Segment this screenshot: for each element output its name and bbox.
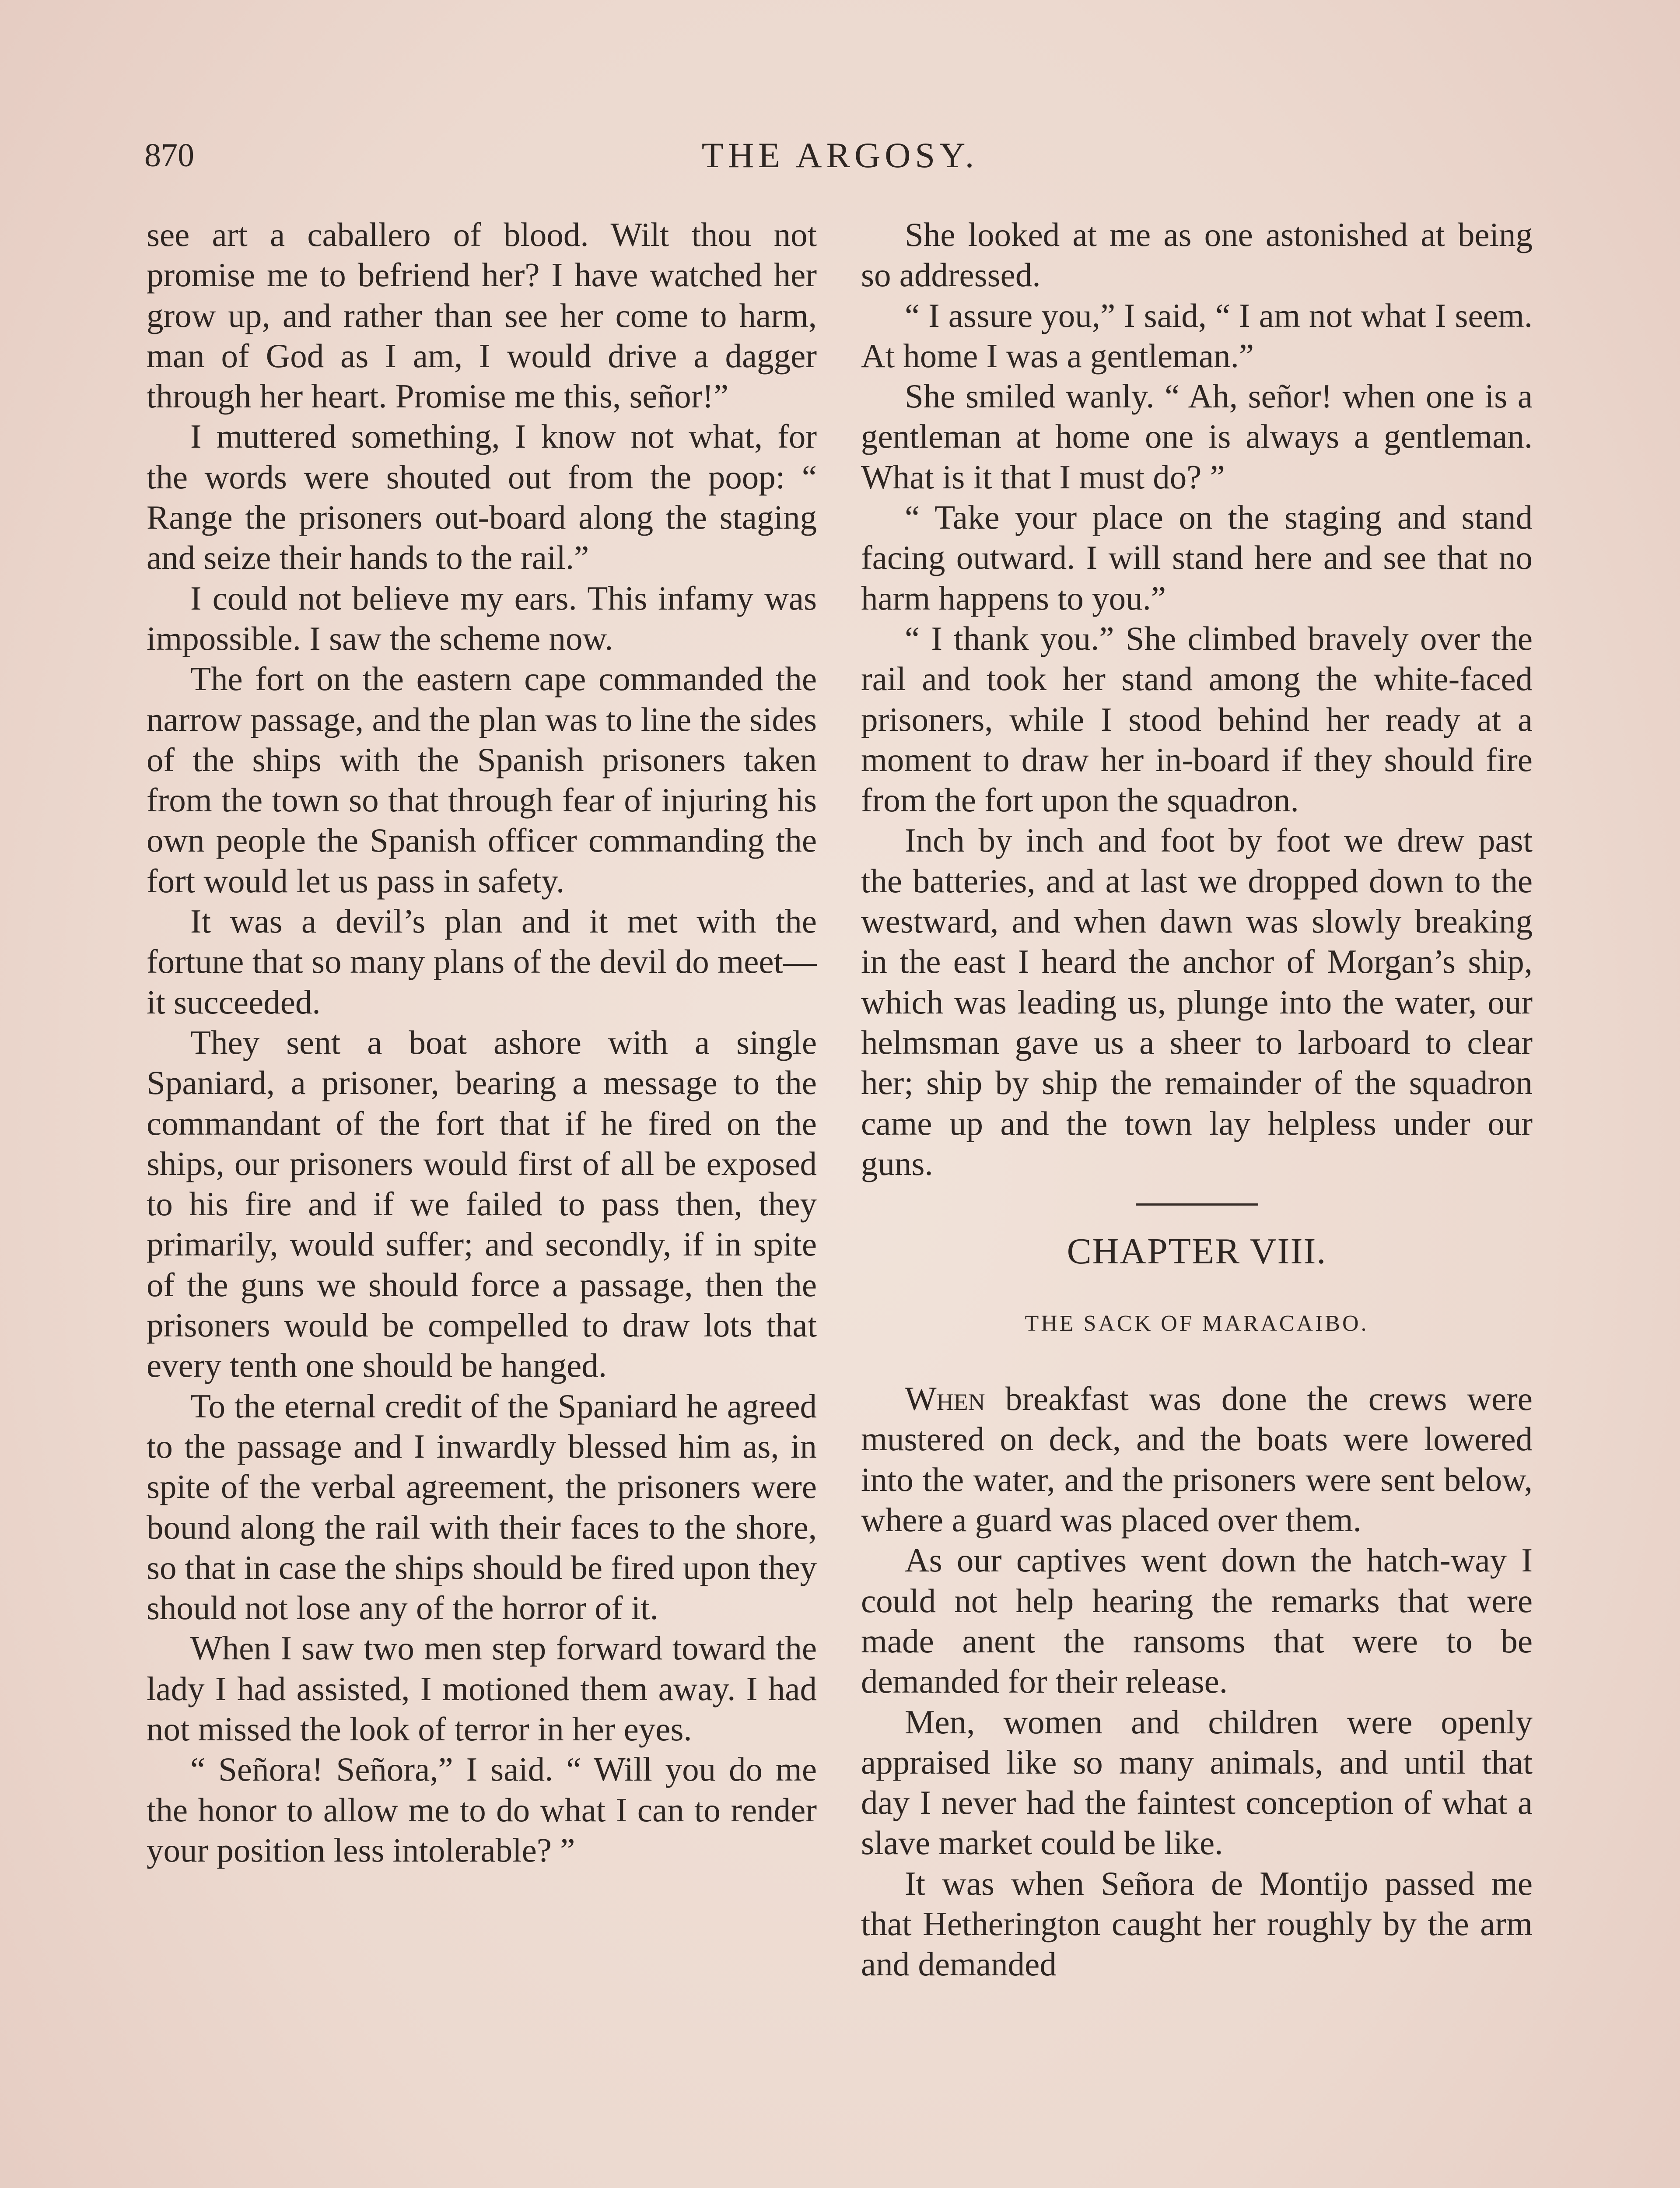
paragraph: When I saw two men step forward toward the lady I had assisted, I motioned them away. I had not missed the look of terror in her eyes. [147,1629,817,1748]
paragraph: “ I assure you,” I said, “ I am not what I seem. At home I was a gentleman.” [861,296,1533,375]
paragraph: She looked at me as one astonished at being so addressed. [861,216,1533,294]
paragraph: I muttered something, I know not what, for the words were shouted out from the poop: “ Range the prisoners out-board along the staging and seize their hands to the rail.” [147,417,817,577]
paragraph: Men, women and children were openly appraised like so many animals, and until that day I never had the faintest conception of what a slave market could be like. [861,1703,1533,1862]
page-number: 870 [144,137,194,174]
paragraph: “ I thank you.” She climbed bravely over the rail and took her stand among the white-faced prisoners, while I stood behind her ready at a moment to draw her in-board if they should fire from the fort upon the squadron. [861,619,1533,819]
paragraph: It was when Señora de Montijo passed me that Hetherington caught her roughly by the arm and demanded [861,1864,1533,1983]
lead-word: When [905,1380,985,1418]
paragraph: She smiled wanly. “ Ah, señor! when one is a gentleman at home one is always a gentleman. What is it that I must do? ” [861,377,1533,496]
paragraph: They sent a boat ashore with a single Spaniard, a prisoner, bearing a message to the commandant of the fort that if he fired on the ships, our prisoners would first of all be exposed to his fire and if we failed to pass then, they primarily, would suffer; and secondly, if in spite of the guns we should force a passage, then the prisoners would be compelled to draw lots that every tenth one should be hanged. [147,1023,817,1385]
paragraph: As our captives went down the hatch-way I could not help hearing the remarks that were made anent the ransoms that were to be demanded for their release. [861,1541,1533,1701]
paragraph: To the eternal credit of the Spaniard he agreed to the passage and I inwardly blessed him as, in spite of the verbal agreement, the prisoners were bound along the rail with their faces to the shore, so that in case the ships should be fired upon they should not lose any of the horror of it. [147,1387,817,1627]
paragraph: see art a caballero of blood. Wilt thou not promise me to befriend her? I have watched her grow up, and rather than see her come to harm, man of God as I am, I would drive a dagger through her heart. Promise me this, señor!” [147,216,817,415]
page-header [144,131,1536,188]
paragraph [861,1378,1533,1540]
paragraph: Inch by inch and foot by foot we drew past the batteries, and at last we dropped down to the westward, and when dawn was slowly breaking in the east I heard the anchor of Morgan’s ship, which was leading us, plunge into the water, our helmsman gave us a sheer to larboard to clear her; ship by ship the remainder of the squadron came up and the town lay helpless under our guns. [861,821,1533,1182]
paragraph: The fort on the eastern cape commanded the narrow passage, and the plan was to line the sides of the ships with the Spanish prisoners taken from the town so that through fear of injuring his own people the Spanish officer commanding the fort would let us pass in safety. [147,660,817,900]
chapter-heading: CHAPTER VIII. [1067,1231,1327,1272]
paragraph: “ Señora! Señora,” I said. “ Will you do me the honor to allow me to do what I can to render your position less intolerable? ” [147,1750,817,1869]
left-column [147,214,817,1870]
paragraph: It was a devil’s plan and it met with the fortune that so many plans of the devil do meet—it succeeded. [147,902,817,1021]
magazine-title: THE ARGOSY. [701,135,979,175]
chapter-subtitle: THE SACK OF MARACAIBO. [1025,1311,1369,1336]
paragraph-text: breakfast was done the crews were mustered on deck, and the boats were lowered into the water, and the prisoners were sent below, where a guard was placed over them. [861,1380,1533,1539]
paragraph: “ Take your place on the staging and stand facing outward. I will stand here and see that no harm happens to you.” [861,498,1533,617]
right-column [861,214,1533,1985]
section-divider [1136,1203,1258,1206]
paragraph: I could not believe my ears. This infamy was impossible. I saw the scheme now. [147,579,817,657]
